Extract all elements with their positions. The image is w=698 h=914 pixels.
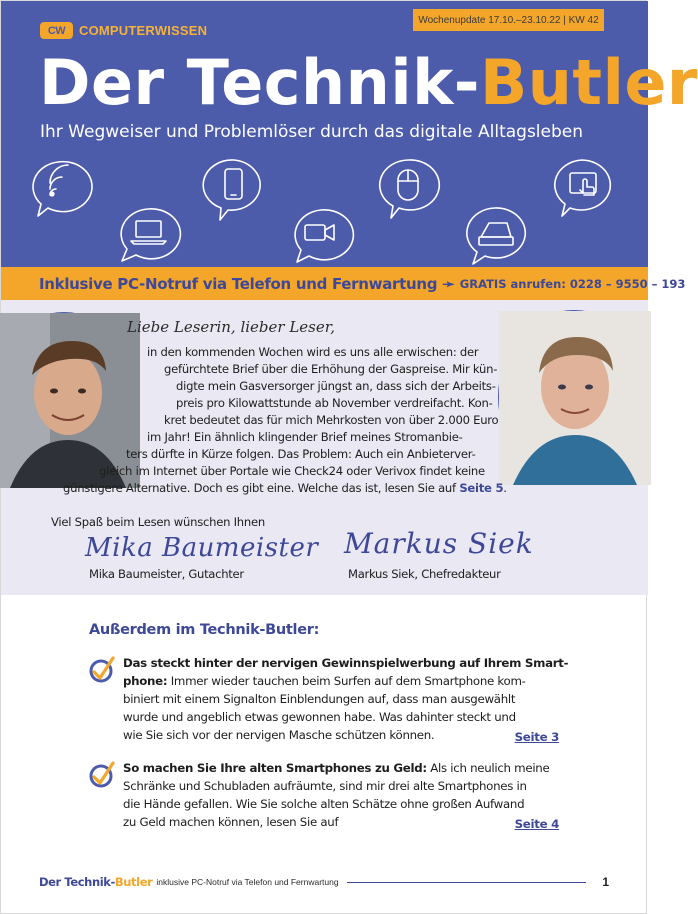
teaser-line: die Hände gefallen. Wie Sie solche alten Schätze ohne großen Aufwand [123, 797, 525, 811]
checkmark-circle-icon [89, 761, 115, 789]
footer-divider [347, 882, 587, 883]
brand-name: COMPUTERWISSEN [79, 23, 208, 38]
footer-subline: inklusive PC-Notruf via Telefon und Fernwartung [156, 877, 339, 887]
letter-line-text: günstigere Alternative. Doch es gibt eine. Welche das ist, lesen Sie auf [63, 481, 456, 495]
brand-logo: CW [40, 22, 73, 39]
letter-line: digte mein Gasversorger jüngst an, dass sich der Arbeits- [176, 379, 496, 393]
pc-notruf-strip [1, 267, 686, 300]
teaser-page-ref-link[interactable]: Seite 3 [514, 730, 559, 744]
printer-icon [467, 208, 525, 264]
author-name-markus: Markus Siek, Chefredakteur [348, 567, 501, 581]
page-number: 1 [602, 875, 609, 889]
author-photo-mika [0, 312, 139, 487]
tablet-touch-icon [555, 160, 611, 216]
page-footer [39, 874, 609, 890]
letter-period: . [503, 481, 507, 495]
section-title-also: Außerdem im Technik-Butler: [89, 622, 320, 638]
author-photo-markus [498, 310, 650, 484]
page-title [39, 45, 698, 121]
laptop-icon [121, 209, 180, 261]
teaser-item [89, 761, 559, 837]
title-part-1: Der Technik- [39, 46, 481, 119]
strip-phone-text: GRATIS anrufen: 0228 – 9550 – 193 [459, 276, 686, 291]
letter-line-last [63, 481, 507, 495]
letter-greeting: Liebe Leserin, lieber Leser, [127, 318, 336, 336]
letter-line: gleich im Internet über Portale wie Check24 oder Verivox findet keine [99, 464, 485, 478]
strip-main-text: Inklusive PC-Notruf via Telefon und Fernwartung [39, 274, 438, 293]
signature-markus: Markus Siek [344, 527, 534, 560]
teaser-line: biniert mit einem Signalton Einblendungen auf, dass man ausgewählt [123, 692, 516, 706]
header-icon-row [1, 153, 648, 267]
letter-line: ters dürfte in Kürze folgen. Das Problem: Auch ein Anbieterver- [126, 447, 476, 461]
header-banner [1, 1, 698, 267]
teaser-item [89, 656, 569, 748]
teaser-line: So machen Sie Ihre alten Smartphones zu Geld: Als ich neulich meine [123, 761, 550, 775]
teaser-line: Schränke und Schubladen aufräumte, sind mir drei alte Smartphones in [123, 779, 527, 793]
footer-brand-part-2: Butler [114, 875, 153, 889]
signature-mika: Mika Baumeister [85, 533, 319, 563]
teaser-page-ref-link[interactable]: Seite 4 [514, 817, 559, 831]
mouse-icon [380, 160, 440, 218]
teaser-line: wurde und angeblich etwas gewonnen habe. Was dahinter steckt und [123, 710, 516, 724]
letter-line: preis pro Kilowattstunde ab November verdreifacht. Kon- [176, 396, 493, 410]
letter-line: gefürchtete Brief über die Erhöhung der Gaspreise. Mir kün- [164, 362, 498, 376]
letter-line: in den kommenden Wochen wird es uns alle erwischen: der [147, 345, 479, 359]
page-subtitle: Ihr Wegweiser und Problemlöser durch das digitale Alltagsleben [40, 122, 584, 142]
letter-closing: Viel Spaß beim Lesen wünschen Ihnen [51, 515, 265, 529]
letter-line: kret bedeutet das für mich Mehrkosten von über 2.000 Euro [164, 413, 499, 427]
letter-line: im Jahr! Ein ähnlich klingender Brief meines Stromanbie- [147, 430, 463, 444]
teaser-line: phone: Immer wieder tauchen beim Surfen auf dem Smartphone kom- [123, 674, 526, 688]
smartphone-icon [203, 160, 260, 220]
video-camera-icon [295, 210, 353, 262]
brand [40, 22, 207, 39]
week-update-badge: Wochenupdate 17.10.–23.10.22 | KW 42 [413, 9, 604, 31]
letter-page-ref-link[interactable]: Seite 5 [459, 481, 504, 495]
author-name-mika: Mika Baumeister, Gutachter [89, 567, 244, 581]
arrow-right-icon: ➛ [442, 275, 455, 293]
teaser-line: Das steckt hinter der nervigen Gewinnspielwerbung auf Ihrem Smart- [123, 656, 569, 670]
teaser-line: wie Sie sich vor der nervigen Masche schützen können. [123, 728, 435, 742]
title-part-2: Butler [480, 46, 698, 119]
wifi-icon [33, 162, 92, 216]
footer-brand-part-1: Der Technik- [39, 875, 115, 889]
teaser-line: zu Geld machen können, lesen Sie auf [123, 815, 339, 829]
checkmark-circle-icon [89, 656, 115, 684]
